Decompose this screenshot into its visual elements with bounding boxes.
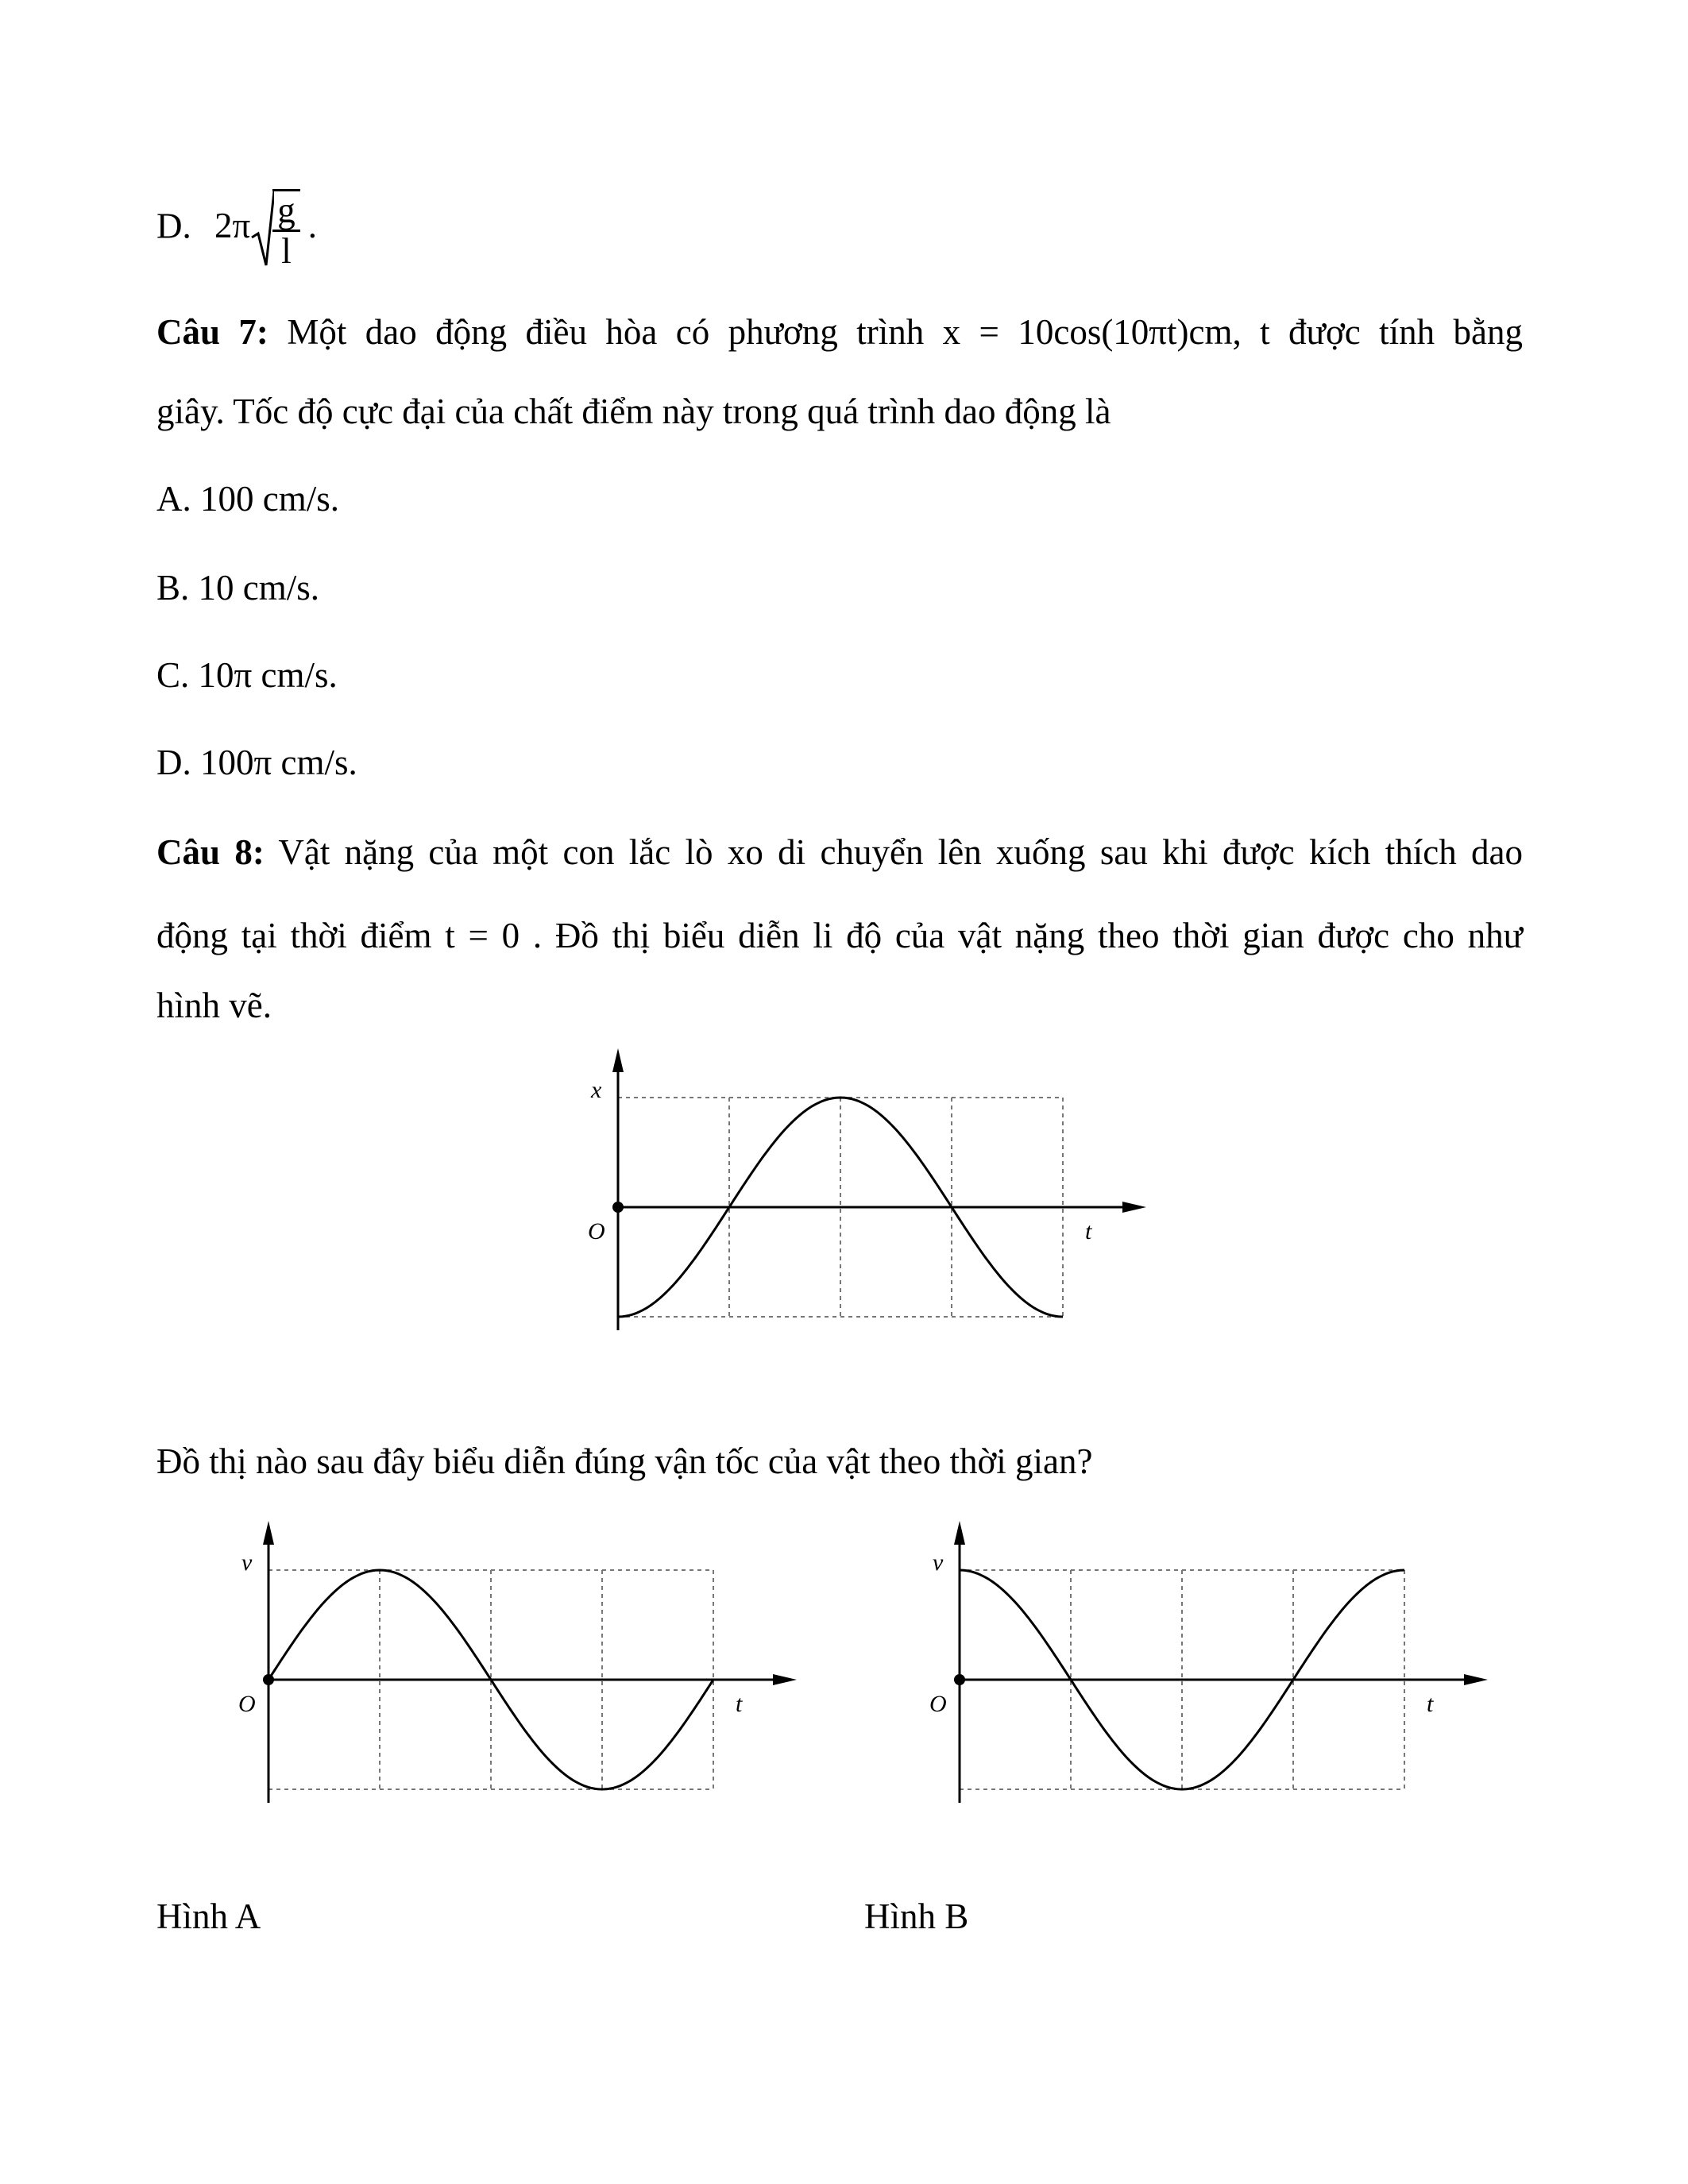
option-d-previous (156, 189, 317, 270)
q8-line-2: động tại thời điểm t = 0 . Đồ thị biểu diễn li độ của vật nặng theo thời gian được cho như (156, 916, 1523, 955)
q7-line-2: giây. Tốc độ cực đại của chất điểm này trong quá trình dao động là (156, 392, 1111, 431)
option-label: D. (156, 206, 191, 246)
x-axis-label: t (1085, 1218, 1092, 1244)
suffix: . (307, 206, 317, 246)
origin-dot (954, 1674, 965, 1685)
y-axis-arrow (612, 1048, 624, 1072)
origin-label: O (238, 1691, 256, 1717)
q7-text: Một dao động điều hòa có phương trình (287, 312, 925, 352)
origin-dot (612, 1202, 624, 1213)
fraction-denominator: l (281, 231, 292, 271)
q8-line-3: hình vẽ. (156, 986, 272, 1025)
caption-hinh-a: Hình A (156, 1897, 261, 1936)
q8-question: Đồ thị nào sau đây biểu diễn đúng vận tốc của vật theo thời gian? (156, 1441, 1093, 1481)
x-axis-arrow (773, 1674, 797, 1685)
q8-label: Câu 8: (156, 832, 265, 872)
fraction-numerator: g (272, 191, 300, 232)
velocity-chart-b (914, 1513, 1517, 1862)
y-axis-label: v (933, 1549, 944, 1576)
x-axis-label: t (736, 1691, 743, 1717)
y-axis-label: v (241, 1549, 253, 1576)
origin-label: O (929, 1691, 947, 1717)
q7-option-c: C. 10π cm/s. (156, 655, 338, 695)
x-axis-arrow (1464, 1674, 1488, 1685)
x-axis-label: t (1427, 1691, 1434, 1717)
q8-text: Vật nặng của một con lắc lò xo di chuyển lên xuống sau khi được kích thích dao (278, 832, 1524, 872)
q7-equation: x = 10cos(10πt)cm, (942, 312, 1242, 352)
y-axis-label: x (591, 1077, 602, 1103)
q7-label: Câu 7: (156, 312, 268, 352)
q7-tail: t được tính bằng (1260, 312, 1524, 352)
caption-hinh-b: Hình B (864, 1897, 969, 1936)
q7-option-a: A. 100 cm/s. (156, 479, 339, 519)
y-axis-arrow (263, 1521, 274, 1545)
prefix: 2π (214, 206, 251, 246)
q7-option-b: B. 10 cm/s. (156, 568, 320, 608)
displacement-chart (572, 1040, 1176, 1390)
y-axis-arrow (954, 1521, 965, 1545)
q7-line-1 (156, 310, 1523, 354)
velocity-chart-a (222, 1513, 826, 1862)
q7-option-d: D. 100π cm/s. (156, 743, 357, 782)
q8-line-1 (156, 830, 1523, 874)
x-axis-arrow (1122, 1202, 1146, 1213)
origin-label: O (588, 1218, 605, 1244)
sqrt-icon (250, 190, 274, 269)
sqrt-expression (250, 189, 302, 270)
